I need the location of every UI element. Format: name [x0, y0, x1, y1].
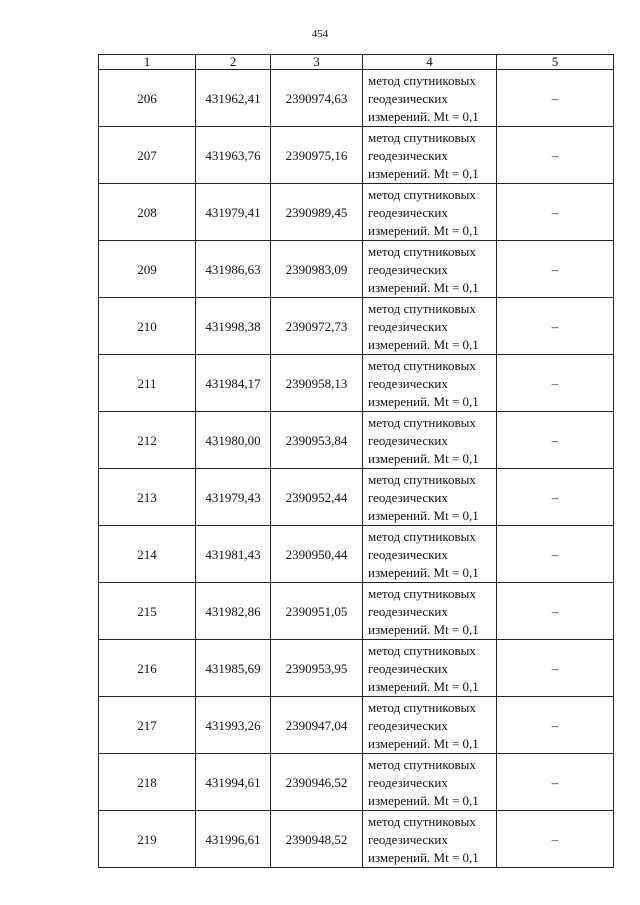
point-number-cell: 214 — [99, 526, 196, 583]
method-cell: метод спутниковых геодезических измерений. Mt = 0,1 — [363, 640, 497, 697]
point-number-cell: 211 — [99, 355, 196, 412]
y-coordinate-cell: 2390958,13 — [271, 355, 363, 412]
point-number-cell: 210 — [99, 298, 196, 355]
note-cell: – — [497, 526, 614, 583]
table-row — [99, 298, 614, 355]
table-row — [99, 811, 614, 868]
table-row — [99, 640, 614, 697]
point-number-cell: 219 — [99, 811, 196, 868]
note-cell: – — [497, 469, 614, 526]
x-coordinate-cell: 431986,63 — [196, 241, 271, 298]
y-coordinate-cell: 2390947,04 — [271, 697, 363, 754]
table-row — [99, 469, 614, 526]
y-coordinate-cell: 2390989,45 — [271, 184, 363, 241]
y-coordinate-cell: 2390950,44 — [271, 526, 363, 583]
column-header-4: 4 — [363, 55, 497, 70]
note-cell: – — [497, 70, 614, 127]
x-coordinate-cell: 431984,17 — [196, 355, 271, 412]
method-cell: метод спутниковых геодезических измерений. Mt = 0,1 — [363, 811, 497, 868]
table-row — [99, 70, 614, 127]
note-cell: – — [497, 355, 614, 412]
y-coordinate-cell: 2390953,84 — [271, 412, 363, 469]
y-coordinate-cell: 2390953,95 — [271, 640, 363, 697]
point-number-cell: 217 — [99, 697, 196, 754]
y-coordinate-cell: 2390948,52 — [271, 811, 363, 868]
y-coordinate-cell: 2390972,73 — [271, 298, 363, 355]
y-coordinate-cell: 2390983,09 — [271, 241, 363, 298]
note-cell: – — [497, 640, 614, 697]
method-cell: метод спутниковых геодезических измерений. Mt = 0,1 — [363, 184, 497, 241]
coordinates-table — [98, 54, 614, 868]
table-row — [99, 412, 614, 469]
point-number-cell: 208 — [99, 184, 196, 241]
note-cell: – — [497, 127, 614, 184]
method-cell: метод спутниковых геодезических измерений. Mt = 0,1 — [363, 697, 497, 754]
table-row — [99, 583, 614, 640]
x-coordinate-cell: 431994,61 — [196, 754, 271, 811]
y-coordinate-cell: 2390975,16 — [271, 127, 363, 184]
point-number-cell: 209 — [99, 241, 196, 298]
column-header-2: 2 — [196, 55, 271, 70]
table-header-row — [99, 55, 614, 70]
note-cell: – — [497, 241, 614, 298]
table-body — [99, 70, 614, 868]
note-cell: – — [497, 754, 614, 811]
point-number-cell: 218 — [99, 754, 196, 811]
table-row — [99, 184, 614, 241]
table-row — [99, 127, 614, 184]
column-header-1: 1 — [99, 55, 196, 70]
x-coordinate-cell: 431962,41 — [196, 70, 271, 127]
x-coordinate-cell: 431963,76 — [196, 127, 271, 184]
x-coordinate-cell: 431979,43 — [196, 469, 271, 526]
method-cell: метод спутниковых геодезических измерений. Mt = 0,1 — [363, 583, 497, 640]
method-cell: метод спутниковых геодезических измерений. Mt = 0,1 — [363, 412, 497, 469]
x-coordinate-cell: 431982,86 — [196, 583, 271, 640]
method-cell: метод спутниковых геодезических измерений. Mt = 0,1 — [363, 241, 497, 298]
y-coordinate-cell: 2390946,52 — [271, 754, 363, 811]
x-coordinate-cell: 431985,69 — [196, 640, 271, 697]
y-coordinate-cell: 2390952,44 — [271, 469, 363, 526]
page-number: 454 — [311, 28, 329, 40]
point-number-cell: 207 — [99, 127, 196, 184]
method-cell: метод спутниковых геодезических измерений. Mt = 0,1 — [363, 127, 497, 184]
x-coordinate-cell: 431980,00 — [196, 412, 271, 469]
table-row — [99, 526, 614, 583]
method-cell: метод спутниковых геодезических измерений. Mt = 0,1 — [363, 754, 497, 811]
point-number-cell: 215 — [99, 583, 196, 640]
x-coordinate-cell: 431996,61 — [196, 811, 271, 868]
note-cell: – — [497, 184, 614, 241]
point-number-cell: 206 — [99, 70, 196, 127]
method-cell: метод спутниковых геодезических измерений. Mt = 0,1 — [363, 298, 497, 355]
point-number-cell: 213 — [99, 469, 196, 526]
point-number-cell: 212 — [99, 412, 196, 469]
note-cell: – — [497, 583, 614, 640]
column-header-5: 5 — [497, 55, 614, 70]
y-coordinate-cell: 2390974,63 — [271, 70, 363, 127]
column-header-3: 3 — [271, 55, 363, 70]
method-cell: метод спутниковых геодезических измерений. Mt = 0,1 — [363, 355, 497, 412]
note-cell: – — [497, 697, 614, 754]
point-number-cell: 216 — [99, 640, 196, 697]
x-coordinate-cell: 431998,38 — [196, 298, 271, 355]
method-cell: метод спутниковых геодезических измерений. Mt = 0,1 — [363, 70, 497, 127]
note-cell: – — [497, 298, 614, 355]
x-coordinate-cell: 431993,26 — [196, 697, 271, 754]
method-cell: метод спутниковых геодезических измерений. Mt = 0,1 — [363, 469, 497, 526]
x-coordinate-cell: 431979,41 — [196, 184, 271, 241]
method-cell: метод спутниковых геодезических измерений. Mt = 0,1 — [363, 526, 497, 583]
table-row — [99, 754, 614, 811]
table-row — [99, 355, 614, 412]
table-row — [99, 697, 614, 754]
x-coordinate-cell: 431981,43 — [196, 526, 271, 583]
y-coordinate-cell: 2390951,05 — [271, 583, 363, 640]
table-row — [99, 241, 614, 298]
note-cell: – — [497, 811, 614, 868]
note-cell: – — [497, 412, 614, 469]
